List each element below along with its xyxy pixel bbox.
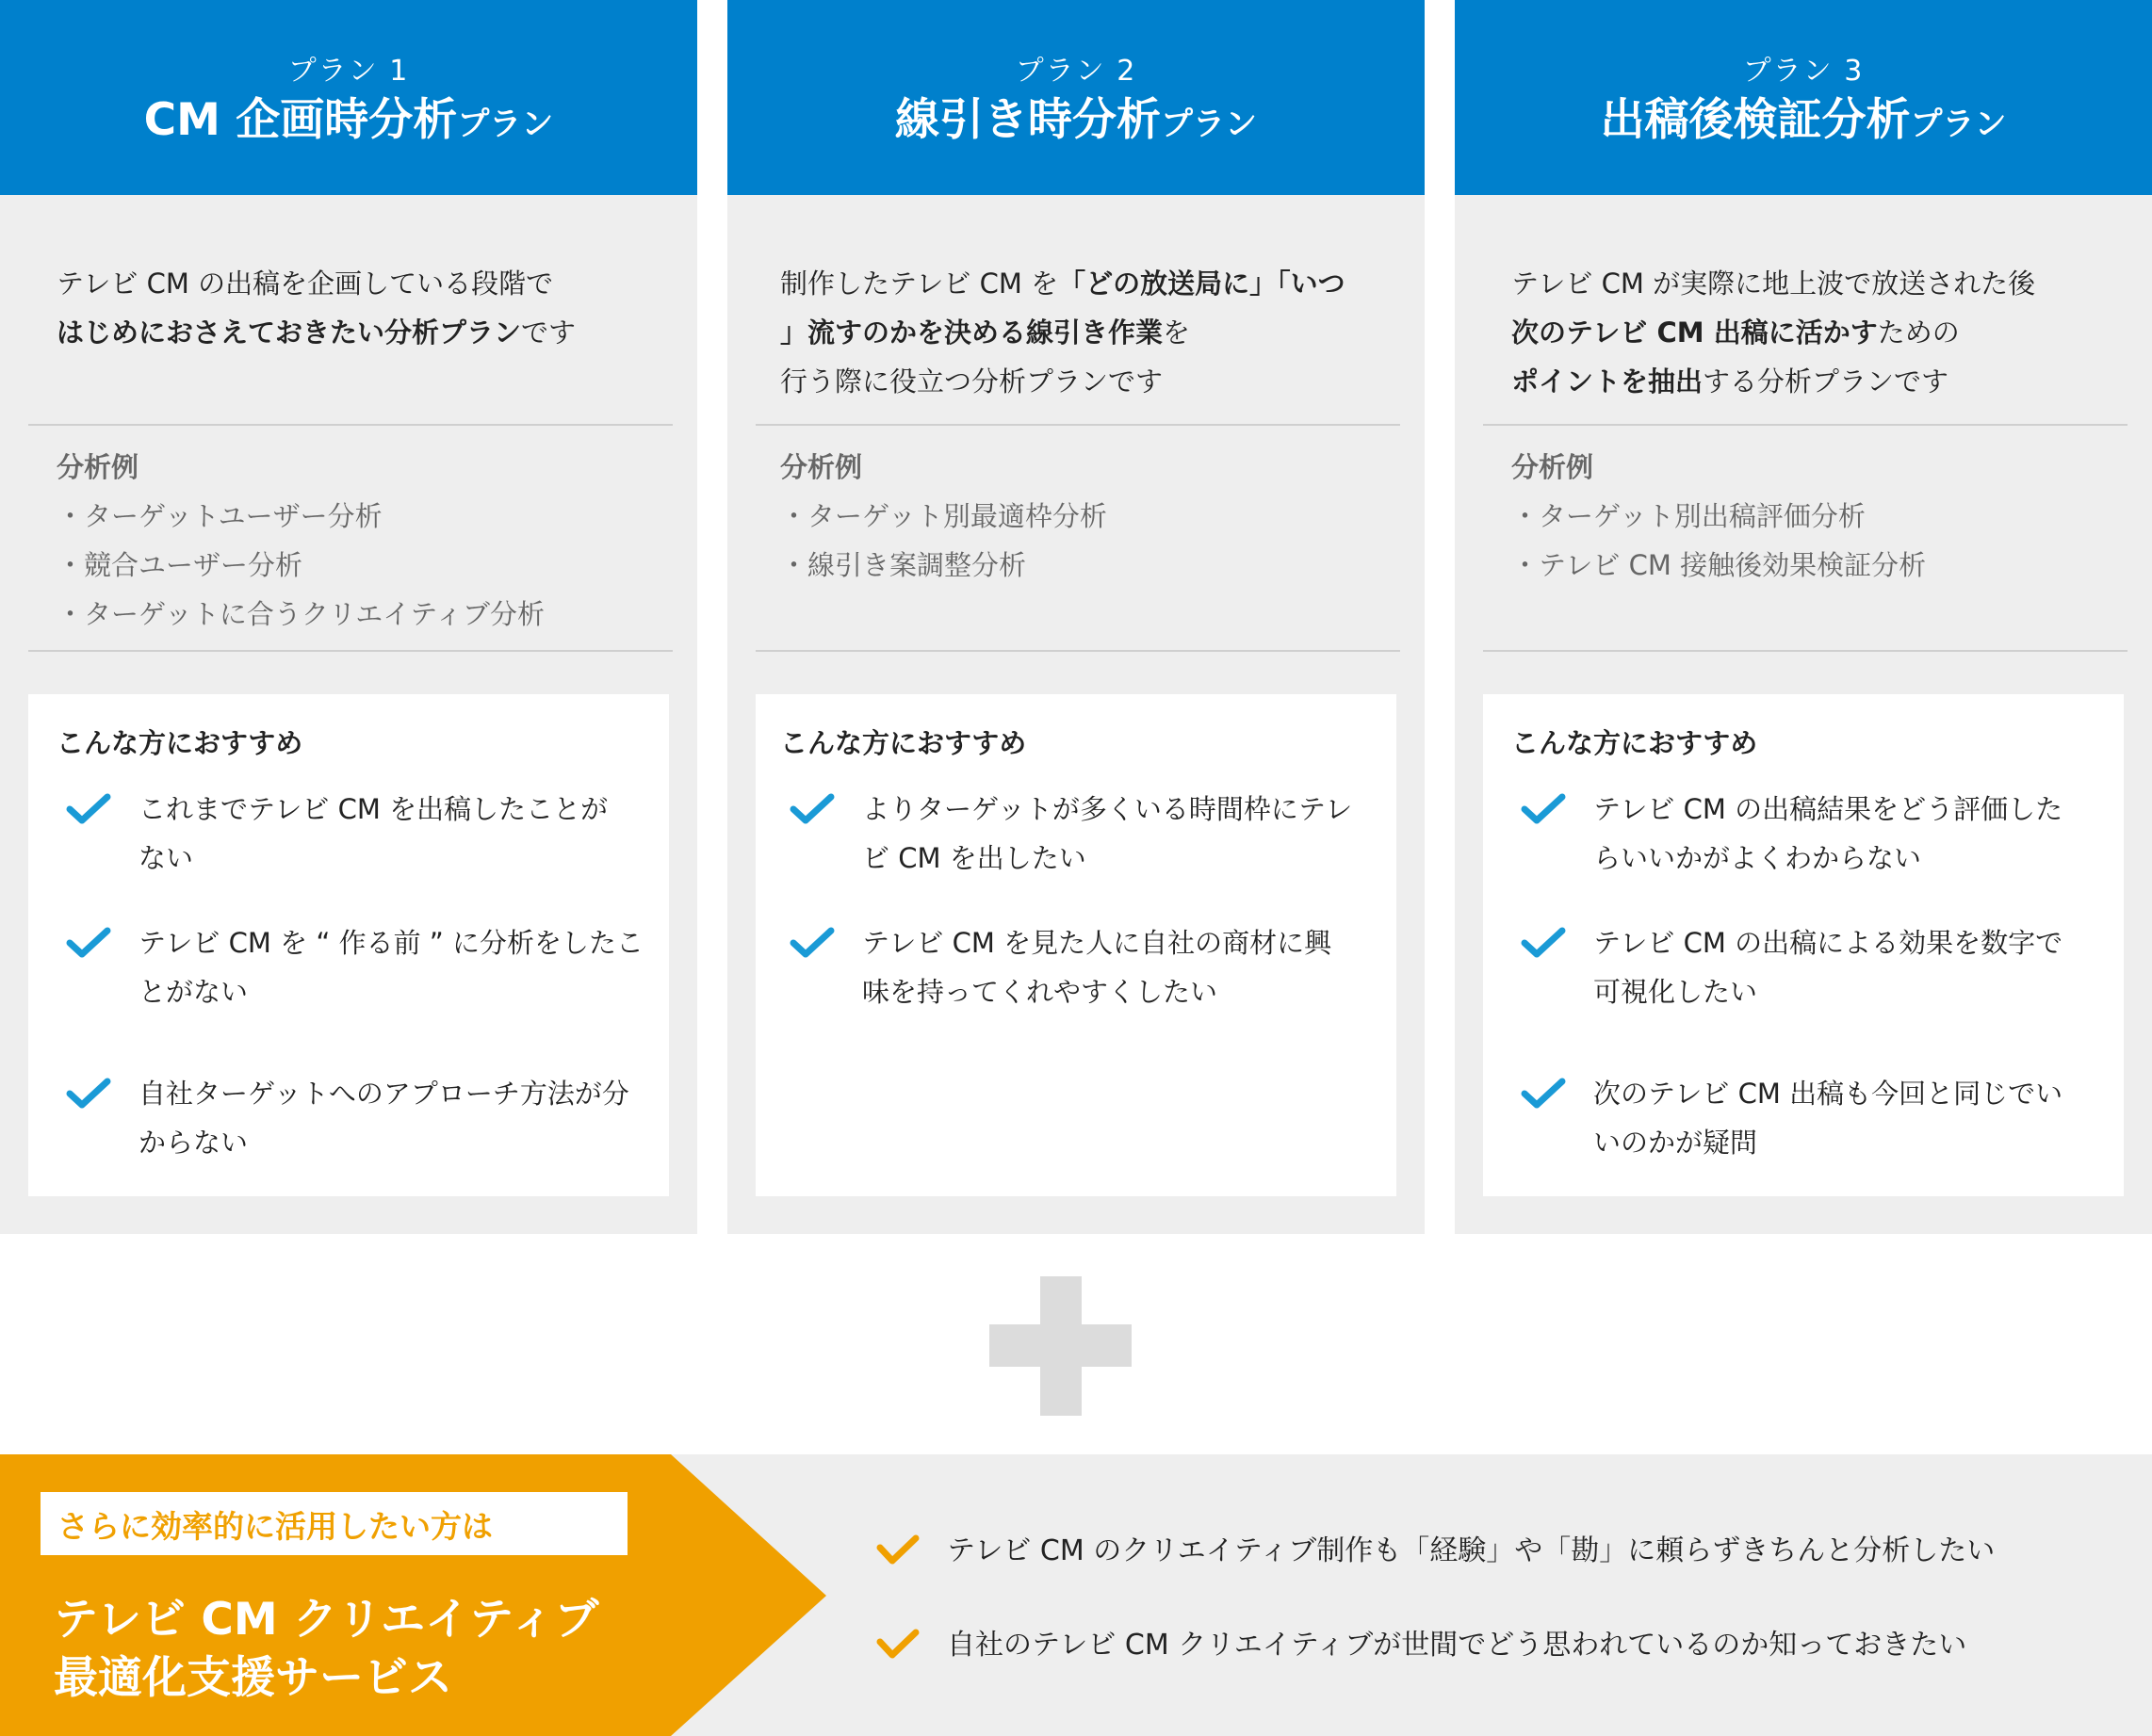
plan-card-2 bbox=[727, 0, 1425, 1234]
plan-title-main: 出稿後検証分析 bbox=[1600, 94, 1911, 146]
description-emphasis: 」流すのかを決める線引き作業 bbox=[780, 316, 1164, 349]
service-item-text: テレビ CM のクリエイティブ制作も「経験」や「勘」に頼らずきちんと分析したい bbox=[947, 1534, 1996, 1567]
analysis-examples bbox=[780, 443, 1383, 590]
analysis-examples bbox=[57, 443, 660, 639]
recommend-box bbox=[756, 694, 1396, 1196]
description-text: テレビ CM が実際に地上波で放送された後 bbox=[1511, 268, 2036, 300]
example-item: ・ターゲット別最適枠分析 bbox=[780, 500, 1107, 532]
divider bbox=[756, 650, 1400, 652]
recommend-text: からない bbox=[139, 1127, 249, 1159]
description-emphasis: 次のテレビ CM 出稿に活かす bbox=[1511, 316, 1878, 349]
example-item: ・ターゲット別出稿評価分析 bbox=[1511, 500, 1866, 532]
plan-number: プラン 3 bbox=[1742, 55, 1865, 88]
example-item: ・ターゲットユーザー分析 bbox=[57, 500, 383, 532]
examples-title: 分析例 bbox=[57, 451, 139, 483]
plan-title-suffix: プラン bbox=[457, 105, 554, 143]
description-text: する分析プランです bbox=[1703, 365, 1949, 397]
recommend-text: テレビ CM の出稿結果をどう評価した bbox=[1593, 793, 2063, 825]
recommend-text: これまでテレビ CM を出稿したことが bbox=[139, 793, 609, 825]
description-text: 行う際に役立つ分析プランです bbox=[780, 365, 1164, 397]
recommend-text: テレビ CM を “ 作る前 ” に分析をしたこ bbox=[139, 927, 644, 959]
description-text: です bbox=[521, 316, 577, 349]
plan-title-suffix: プラン bbox=[1910, 105, 2007, 143]
description-emphasis: ポイントを抽出 bbox=[1511, 365, 1704, 397]
plan-header bbox=[0, 0, 697, 195]
service-lead-box bbox=[41, 1492, 628, 1555]
plan-title bbox=[1455, 85, 2152, 148]
check-icon bbox=[790, 926, 835, 960]
service-title-line: 最適化支援サービス bbox=[54, 1652, 452, 1704]
recommend-text: 味を持ってくれやすくしたい bbox=[862, 976, 1218, 1008]
example-item: ・ターゲットに合うクリエイティブ分析 bbox=[57, 598, 545, 630]
analysis-examples bbox=[1511, 443, 2114, 590]
examples-title: 分析例 bbox=[780, 451, 863, 483]
description-text: ための bbox=[1877, 316, 1960, 349]
check-icon bbox=[1521, 926, 1566, 960]
plan-title bbox=[727, 85, 1425, 148]
plan-number: プラン 1 bbox=[287, 55, 410, 88]
recommend-text: テレビ CM の出稿による効果を数字で bbox=[1593, 927, 2063, 959]
recommend-text: とがない bbox=[139, 976, 249, 1008]
recommend-title: こんな方におすすめ bbox=[1511, 727, 1758, 759]
recommend-text: 可視化したい bbox=[1593, 976, 1758, 1008]
check-icon bbox=[1521, 792, 1566, 826]
check-icon bbox=[876, 1629, 920, 1661]
plan-title bbox=[0, 85, 697, 148]
plan-header bbox=[1455, 0, 2152, 195]
plan-description bbox=[1511, 259, 2114, 406]
service-item-text: 自社のテレビ CM クリエイティブが世間でどう思われているのか知っておきたい bbox=[947, 1629, 1967, 1662]
description-text: テレビ CM の出稿を企画している段階で bbox=[57, 268, 554, 300]
plan-card-3 bbox=[1455, 0, 2152, 1234]
recommend-text: らいいかがよくわからない bbox=[1593, 842, 1922, 874]
check-icon bbox=[66, 792, 111, 826]
check-icon bbox=[876, 1534, 920, 1566]
recommend-title: こんな方におすすめ bbox=[780, 727, 1027, 759]
recommend-box bbox=[28, 694, 669, 1196]
description-emphasis: はじめにおさえておきたい分析プラン bbox=[57, 316, 522, 349]
recommend-title: こんな方におすすめ bbox=[57, 727, 303, 759]
plan-title-suffix: プラン bbox=[1161, 105, 1257, 143]
description-emphasis: 「どの放送局に」「いつ bbox=[1058, 268, 1345, 300]
service-band bbox=[0, 1454, 2152, 1736]
plan-title-main: CM 企画時分析 bbox=[143, 94, 458, 146]
divider bbox=[756, 424, 1400, 426]
recommend-text: ない bbox=[139, 842, 194, 874]
check-icon bbox=[1521, 1077, 1566, 1111]
check-icon bbox=[66, 926, 111, 960]
plan-number: プラン 2 bbox=[1015, 55, 1137, 88]
recommend-text: よりターゲットが多くいる時間枠にテレ bbox=[862, 793, 1353, 825]
description-text: 制作したテレビ CM を bbox=[780, 268, 1059, 300]
service-title bbox=[54, 1591, 598, 1708]
recommend-box bbox=[1483, 694, 2124, 1196]
divider bbox=[28, 650, 673, 652]
plan-header bbox=[727, 0, 1425, 195]
recommend-text: 自社ターゲットへのアプローチ方法が分 bbox=[139, 1078, 629, 1110]
examples-title: 分析例 bbox=[1511, 451, 1594, 483]
example-item: ・テレビ CM 接触後効果検証分析 bbox=[1511, 549, 1927, 581]
plan-card-1 bbox=[0, 0, 697, 1234]
service-lead-text: さらに効率的に活用したい方は bbox=[57, 1508, 493, 1545]
example-item: ・線引き案調整分析 bbox=[780, 549, 1027, 581]
plan-title-main: 線引き時分析 bbox=[895, 94, 1161, 146]
divider bbox=[1483, 650, 2128, 652]
divider bbox=[1483, 424, 2128, 426]
divider bbox=[28, 424, 673, 426]
check-icon bbox=[790, 792, 835, 826]
check-icon bbox=[66, 1077, 111, 1111]
plan-description bbox=[57, 259, 660, 357]
description-text: を bbox=[1163, 316, 1191, 349]
plus-icon-horizontal bbox=[989, 1324, 1132, 1367]
recommend-text: テレビ CM を見た人に自社の商材に興 bbox=[862, 927, 1332, 959]
plan-description bbox=[780, 259, 1383, 406]
service-title-line: テレビ CM クリエイティブ bbox=[54, 1594, 599, 1646]
example-item: ・競合ユーザー分析 bbox=[57, 549, 303, 581]
recommend-text: 次のテレビ CM 出稿も今回と同じでい bbox=[1593, 1078, 2063, 1110]
recommend-text: ビ CM を出したい bbox=[862, 842, 1086, 874]
recommend-text: いのかが疑問 bbox=[1593, 1127, 1758, 1159]
